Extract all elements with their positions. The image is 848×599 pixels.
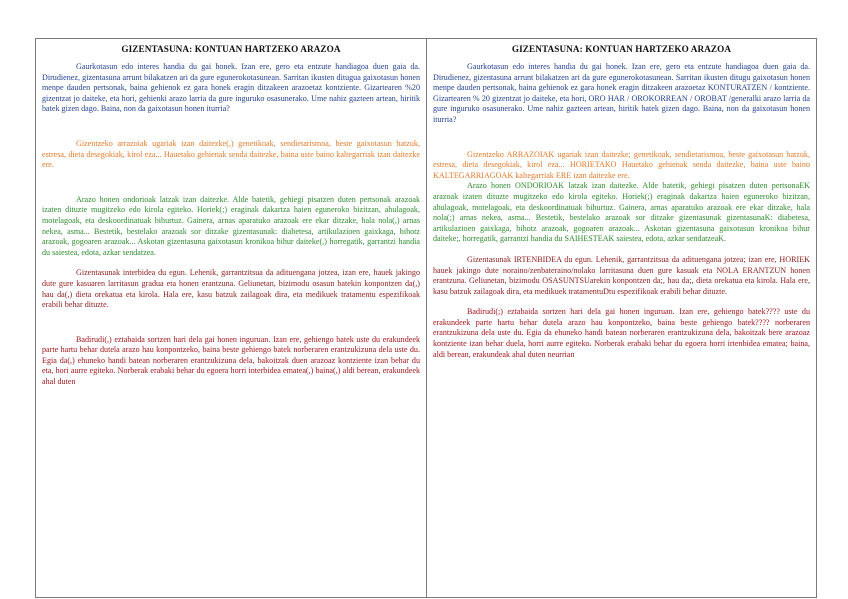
right-paragraph-solution: Gizentasunak IRTENBIDEA du egun. Lehenik, garrantzitsua da adituengana jotzea; izan ere, HORIEK hauek jakingo dute noraino/zenbateraino/nolako larritasuna duen gure kasuak eta NOLA ERANTZUN honen erantzuna. Geliunetan, bizimodu OSASUNTSUarekin konpontzen da;, hau da;, dieta orekatua eta kirola. Hala ere, kasu batzuk zailagoak dira, eta medikuek tratamentuDtu espezifikoak erabili behar dituzte. (433, 254, 810, 296)
right-paragraph-consequences: Arazo honen ONDORIOAK latzak izan daitezke. Alde batetik, gehiegi pisatzen duten pertsonaEK arazoak izaten dituzte mugitzeko edo kirola egiteko. Horiek(;) eraginak dakartza haien eguneroko bizitzan, ahulagoak, motelagoak, eta deskoordinatuak bihurtuz. Gainera, arnas aparatuko arazoak ere ekar ditzake, hala nola(;) arnas nekea, asma... Bestetik, bestelako arazoak sor ditzake gizentasunak gizentasunaK: diabetesa, artikulazioen gaixkaga, bihotz arazoak, gogoaren arazoak... Askotan gizentasuna gaixotasun kronikoa bihur daiteke;, horregatik, garrantzi handia du SAIHESTEAK saiestea, edota, azkar sendatzeaK. (433, 181, 810, 244)
right-paragraph-debate: Badirudi(;) eztabaida sortzen hari dela gai honen inguruan. Izan ere, gehiengo batek???? uste du erakundeek parte hartu behar dutela arazo hau konpontzeko, baina beste gehiengo batek???? norberaren erantzukizuna dela uste du. Egia da ehuneko handi batean norberaren erantzukizuna dela, bakoitzak bere arazoaz kontziente izan behar duela, horri aurre egiteko. Norberak erabaki behar du egoera horri irtenbidea ematea; baina, aldi berean, erakundeak ahal duten neurrian (433, 307, 810, 359)
right-paragraph-intro: Gaurkotasun edo interes handia du gai honek. Izan ere, gero eta entzute handiagoa duen gaia da. Dirudienez, gizentasuna arrunt bilakatzen ari da gure egunerokotasunean. Sarritan ikusten ditugu gaixotasun honen menpe dauden pertsonak, baina gehienok ez gara honek eragin ditzakeen arazoetaz KONTURATZEN / kontziente. Gizartearen % 20 gizentzat jo daiteke, eta hori, ORO HAR / OROKORREAN / OROBAT /generalki arazo larria da gure inguruko osasunerako. Ume nahiz gazteen artean, hiritik batek gizen dago. Baina, non da gaixotasun honen iturria? (433, 62, 810, 124)
right-column (426, 39, 816, 597)
left-column (36, 39, 426, 597)
comparison-table (35, 38, 817, 598)
left-paragraph-causes: Gizentzeko arrazoiak ugariak izan daitezke(,) genetikoak, sendietarismoa, beste gaixotasun batzuk, estresa, dieta desegokiak, kirol eza... Hauetako gehienak senda daitezke, baina uste baino kaltegarriak izan daitezke ere. (42, 138, 420, 170)
right-title: GIZENTASUNA: KONTUAN HARTZEKO ARAZOA (511, 44, 732, 54)
left-title: GIZENTASUNA: KONTUAN HARTZEKO ARAZOA (121, 44, 341, 54)
left-paragraph-consequences: Arazo honen ondorioak latzak izan daitezke. Alde batetik, gehiegi pisatzen duten pertsonak arazoak izaten dituzte mugitzeko edo kirola egiteko. Horiek(;) eraginak dakartza haien eguneroko bizitzan, ahulagoak, motelagoak, eta deskoordinatuak bihurtuz. Gainera, arnas aparatuko arazoak ere ekar ditzake, hala nola(,) arnas nekea, asma... Bestetik, bestelako arazoak sor ditzake gizentasunak: diabetesa, artikulazioen gaixkaga, bihotz arazoak, gogoaren arazoak... Askotan gizentasuna gaixotasun kronikoa bihur daiteke(,) horregatik, garrantzi handia du saiestea, edota, azkar sendatzea. (42, 194, 420, 257)
left-paragraph-solution: Gizentasunak interbidea du egun. Lehenik, garrantzitsua da adituengana jotzea, izan ere, hauek jakingo dute gure kasuaren larritasun gradua eta honen erantzuna. Geliunetan, bizimodu osasun batekin konpontzen da(,) hau da(,) dieta orekatua eta kirola. Hala ere, kasu batzuk zailagoak dira, eta medikuek tratamentu espezifikoak erabili behar dituzte. (42, 268, 420, 310)
right-paragraph-causes: Gizentzeko ARRAZOIAK ugariak izan daitezke; genetikoak, sendietarismoa, beste gaixotasun batzuk, estresa, dieta desegokiak, kirol eza... HORIETAKO Hauetako gehienak senda daitezke, baina uste baino KALTEGARRIAGOAK kaltegarriak ERE izan daitezke ere. (433, 149, 810, 180)
left-paragraph-debate: Badirudi(,) eztabaida sortzen hari dela gai honen inguruan. Izan ere, gehiengo batek uste du erakundeek parte hartu behar dutela arazo hau konpontzeko, baina beste gehiengo batek norberaren erantzukizuna dela uste du. Egia da(,) ehuneko handi batean norberaren erantzukizuna dela, bakoitzak duen arazoaz kontziente izan behar du eta, hori aurre egiteko. Norberak erabaki behar du egoera horri interbidea ematea(,) baina(,) aldi berean, erakundeek ahal duten (42, 334, 420, 387)
left-paragraph-intro: Gaurkotasun edo interes handia du gai honek. Izan ere, gero eta entzute handiagoa duen gaia da. Dirudienez, gizentasuna arrunt bilakatzen ari da gure egunerokotasunean. Sarritan ikusten dituguа gaixotasun honen menpe dauden pertsonak, baina gehienok ez gara honek eragin ditzakeen arazoetaz kontziente. Gizartearen %20 gizentzat jo daiteke, eta hori, gehienki arazo larria da gure inguruko osasunerako. Ume nahiz gazteen artean, hiritik batek gizen dago. Baina, non da gaixotasun honen iturria? (42, 62, 420, 114)
